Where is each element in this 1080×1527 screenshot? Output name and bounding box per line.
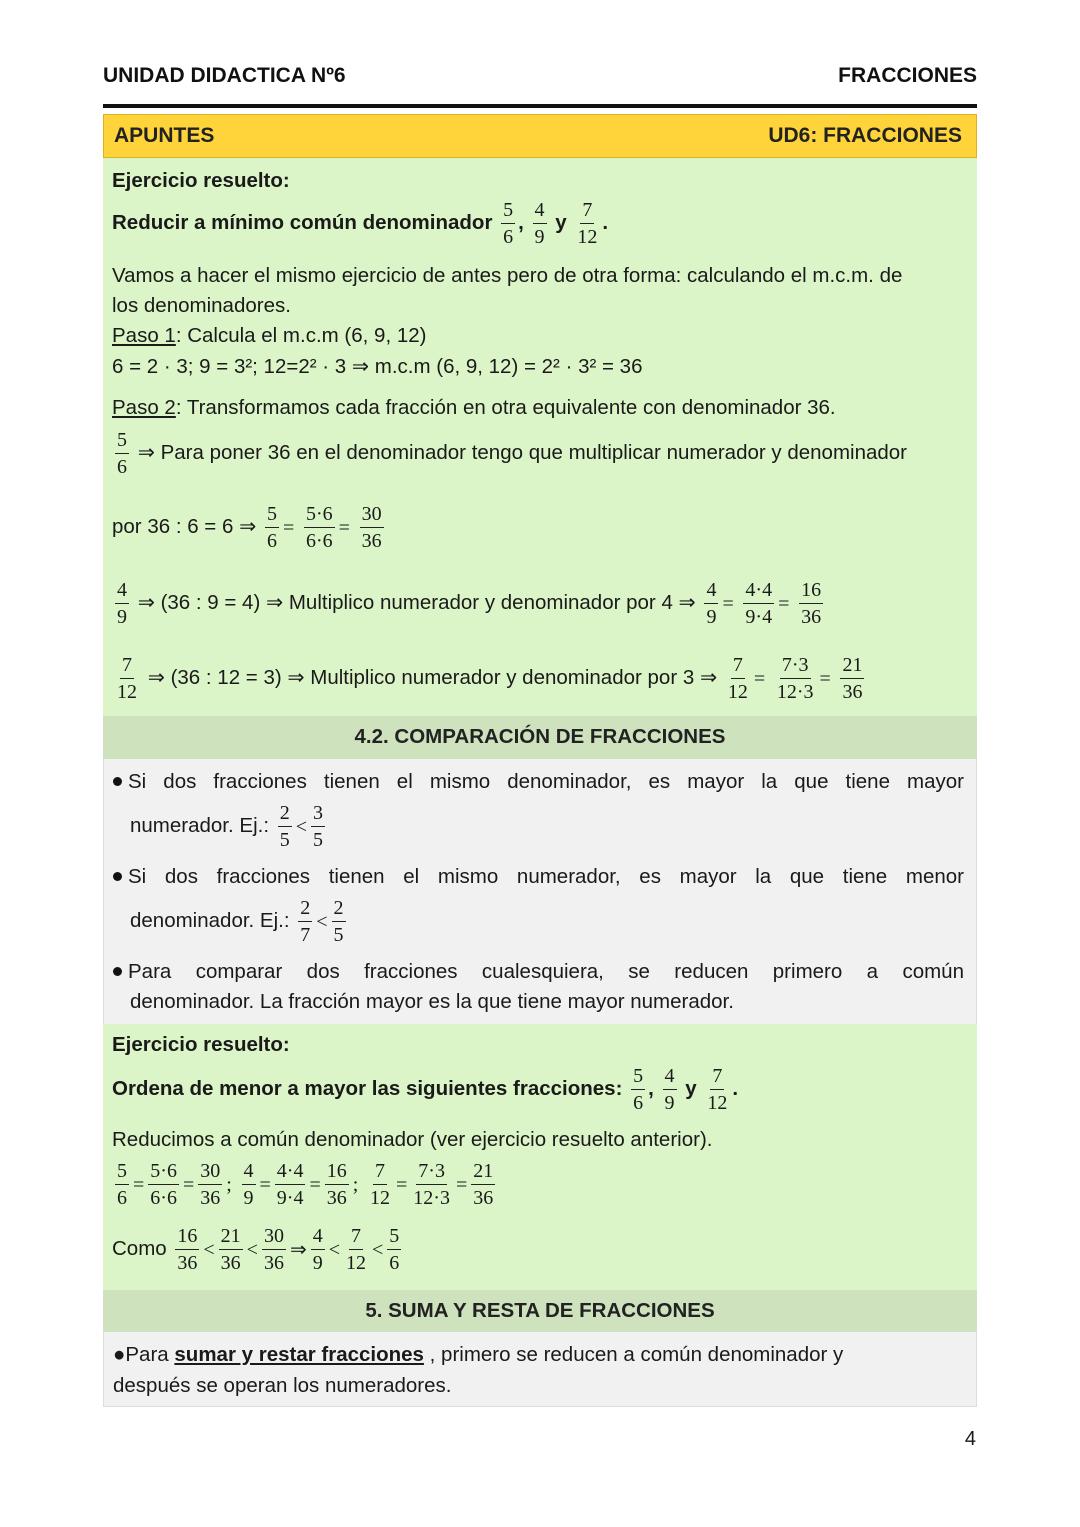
- paso-2-label: Paso 2: [112, 396, 176, 419]
- fraction: [311, 801, 325, 852]
- page-header: [103, 60, 977, 108]
- equals: =: [259, 1173, 271, 1196]
- den: 5: [279, 829, 290, 851]
- sum-pre: ●Para: [113, 1343, 175, 1366]
- period: .: [732, 1076, 739, 1100]
- den: 36: [263, 1252, 284, 1274]
- num: 4: [663, 1064, 677, 1090]
- num: 16: [325, 1159, 349, 1185]
- fraction-7-12: [575, 198, 599, 249]
- bullet-3-line-2: denominador. La fracción mayor es la que tiene mayor numerador.: [130, 990, 734, 1013]
- num: 4: [311, 1224, 325, 1250]
- num: 7: [373, 1159, 387, 1185]
- fraction: [275, 1159, 306, 1210]
- bullet-2-line-1: [113, 864, 968, 889]
- num: 21: [471, 1159, 495, 1185]
- paso-2-text: : Transformamos cada fracción en otra equivalente con denominador 36.: [175, 396, 836, 419]
- comparison-panel: [103, 759, 977, 1024]
- num: 30: [262, 1224, 286, 1250]
- den: 5: [313, 829, 323, 851]
- paso-2: [112, 396, 836, 420]
- fraction: [304, 502, 335, 553]
- fraction: [411, 1159, 452, 1210]
- fraction: [115, 653, 139, 704]
- less-than: <: [372, 1238, 384, 1261]
- num: 4: [115, 578, 129, 604]
- equals: =: [309, 1173, 321, 1196]
- den: 7: [300, 924, 311, 946]
- den: 36: [326, 1187, 347, 1209]
- conj-y: y: [555, 210, 567, 234]
- equals: =: [753, 667, 766, 690]
- fraction: [298, 896, 312, 947]
- fraction: [325, 1159, 349, 1210]
- less-than: <: [295, 815, 307, 838]
- exercise-1-title: Ejercicio resuelto:: [112, 169, 290, 192]
- reduce-line: Reducimos a común denominador (ver ejercicio resuelto anterior).: [112, 1128, 713, 1151]
- num: 16: [175, 1224, 199, 1250]
- den: 9: [534, 226, 545, 248]
- equals: =: [182, 1173, 195, 1196]
- sum-panel: [103, 1332, 977, 1407]
- section-5-header: 5. SUMA Y RESTA DE FRACCIONES: [103, 1290, 977, 1332]
- den: 12·3: [776, 681, 814, 703]
- fraction: [704, 578, 718, 629]
- den: 36: [177, 1252, 198, 1274]
- num: 5·6: [148, 1159, 179, 1185]
- den: 9: [243, 1187, 254, 1209]
- den: 36: [801, 606, 822, 628]
- fraction: [799, 578, 823, 629]
- step-line-d: [112, 653, 867, 704]
- den: 36: [842, 681, 863, 703]
- num: 21: [840, 653, 864, 679]
- exercise-2-panel: [103, 1024, 977, 1290]
- exercise-2-title: Ejercicio resuelto:: [112, 1033, 290, 1056]
- conj-y: y: [685, 1076, 697, 1100]
- unit-label: UD6: FRACCIONES: [768, 124, 962, 147]
- den: 12: [370, 1187, 390, 1209]
- fraction: [360, 502, 384, 553]
- den: 36: [361, 530, 382, 552]
- num: 5: [501, 198, 515, 224]
- comma: ,: [648, 1076, 654, 1100]
- bullet-1-text: Si dos fracciones tienen el mismo denominador, es mayor la que tiene mayor: [128, 769, 964, 793]
- less-than: <: [246, 1238, 258, 1261]
- apuntes-bar: [103, 114, 977, 158]
- fraction-4-9: [533, 198, 547, 249]
- num: 4·4: [743, 578, 774, 604]
- conclusion-line: [112, 1224, 404, 1275]
- num: 7·3: [780, 653, 811, 679]
- line-b-text: por 36 : 6 = 6 ⇒: [112, 514, 257, 538]
- fraction: [115, 1159, 129, 1210]
- exercise-1-statement: [112, 198, 608, 249]
- semicolon: ;: [352, 1173, 359, 1196]
- bullet-icon: [113, 777, 122, 786]
- fraction: [242, 1159, 256, 1210]
- sum-line-1: [113, 1343, 843, 1367]
- equals: =: [722, 592, 734, 615]
- equals: =: [455, 1173, 468, 1196]
- semicolon: ;: [226, 1173, 232, 1196]
- den: 6: [266, 530, 277, 552]
- bullet-3-text: Para comparar dos fracciones cualesquiera, se reducen primero a común: [128, 959, 964, 983]
- fraction: [311, 1224, 325, 1275]
- num: 7: [731, 653, 745, 679]
- topic-title: FRACCIONES: [838, 64, 977, 87]
- fraction: [726, 653, 750, 704]
- statement-text: Ordena de menor a mayor las siguientes fracciones:: [112, 1076, 623, 1100]
- den: 9: [117, 606, 127, 628]
- bullet-3-line-1: [113, 959, 968, 984]
- comma: ,: [518, 210, 524, 234]
- num: 5: [631, 1064, 645, 1090]
- num: 2: [298, 896, 312, 922]
- equals: =: [819, 667, 831, 690]
- num: 3: [311, 801, 325, 827]
- unit-title: UNIDAD DIDACTICA Nº6: [103, 64, 346, 87]
- paso-1-text: : Calcula el m.c.m (6, 9, 12): [175, 324, 427, 347]
- equals: =: [396, 1173, 408, 1196]
- bullet-1-example-label: numerador. Ej.:: [130, 813, 270, 837]
- num: 5: [265, 502, 279, 528]
- fraction-4-9: [663, 1064, 677, 1115]
- fraction-7-12: [705, 1064, 729, 1115]
- num: 7·3: [416, 1159, 447, 1185]
- num: 2: [278, 801, 292, 827]
- equals: =: [778, 592, 790, 615]
- fraction: [262, 1224, 286, 1275]
- num: 7: [710, 1064, 724, 1090]
- fraction: [148, 1159, 179, 1210]
- num: 30: [360, 502, 384, 528]
- fraction-5-6: [631, 1064, 645, 1115]
- line-a-text: ⇒ Para poner 36 en el denominador tengo que multiplicar numerador y denominador: [137, 440, 908, 464]
- bullet-1-line-1: [113, 769, 968, 794]
- line-d-text: ⇒ (36 : 12 = 3) ⇒ Multiplico numerador y denominador por 3 ⇒: [147, 665, 718, 689]
- como-label: Como: [112, 1236, 167, 1260]
- num: 7: [580, 198, 594, 224]
- num: 4·4: [275, 1159, 306, 1185]
- den: 9: [706, 606, 717, 628]
- fraction: [743, 578, 774, 629]
- step-line-b: [112, 502, 387, 553]
- num: 21: [219, 1224, 243, 1250]
- den: 6·6: [305, 530, 333, 552]
- num: 5: [387, 1224, 401, 1250]
- den: 9·4: [745, 606, 773, 628]
- den: 9: [664, 1092, 675, 1114]
- den: 12: [346, 1252, 366, 1274]
- num: 16: [799, 578, 823, 604]
- den: 6: [633, 1092, 644, 1114]
- equals: =: [282, 516, 295, 539]
- fraction: [198, 1159, 222, 1210]
- den: 12: [117, 681, 137, 703]
- fraction: [332, 896, 346, 947]
- fraction: [840, 653, 864, 704]
- page-number: 4: [964, 1428, 976, 1450]
- fraction: [115, 578, 129, 629]
- num: 4: [242, 1159, 256, 1185]
- den: 6: [503, 226, 514, 248]
- equivalents-line: [112, 1159, 498, 1210]
- less-than: <: [316, 910, 328, 933]
- num: 4: [704, 578, 718, 604]
- num: 2: [332, 896, 346, 922]
- num: 5·6: [304, 502, 335, 528]
- den: 12: [707, 1092, 728, 1114]
- statement-text: Reducir a mínimo común denominador: [112, 210, 493, 234]
- implies: ⇒: [289, 1238, 307, 1261]
- bullet-icon: [113, 967, 122, 976]
- line-c-text: ⇒ (36 : 9 = 4) ⇒ Multiplico numerador y denominador por 4 ⇒: [137, 590, 696, 614]
- fraction: [278, 801, 292, 852]
- den: 6: [389, 1252, 400, 1274]
- apuntes-label: APUNTES: [114, 124, 215, 147]
- bullet-2-example-label: denominador. Ej.:: [130, 908, 290, 932]
- exercise-1-panel: [103, 158, 977, 716]
- factorization-line: 6 = 2 · 3; 9 = 3²; 12=2² · 3 ⇒ m.c.m (6, 9, 12) = 2² · 3² = 36: [112, 355, 643, 378]
- bullet-1-line-2: [130, 801, 328, 852]
- paso-1: [112, 324, 426, 348]
- num: 7: [349, 1224, 363, 1250]
- num: 7: [120, 653, 134, 679]
- bullet-2-text: Si dos fracciones tienen el mismo numerador, es mayor la que tiene menor: [128, 864, 964, 888]
- intro-line-1: Vamos a hacer el mismo ejercicio de antes pero de otra forma: calculando el m.c.m. de: [112, 264, 903, 287]
- den: 36: [200, 1187, 221, 1209]
- less-than: <: [203, 1238, 215, 1261]
- den: 12: [727, 681, 748, 703]
- step-line-a: [112, 428, 907, 479]
- exercise-2-statement: [112, 1064, 738, 1115]
- less-than: <: [328, 1238, 340, 1261]
- fraction: [775, 653, 816, 704]
- sum-post: , primero se reducen a común denominador y: [423, 1343, 844, 1366]
- den: 5: [333, 924, 344, 946]
- fraction: [471, 1159, 495, 1210]
- fraction: [368, 1159, 392, 1210]
- fraction: [387, 1224, 401, 1275]
- den: 6·6: [150, 1187, 177, 1209]
- section-4-2-header: 4.2. COMPARACIÓN DE FRACCIONES: [103, 716, 977, 759]
- intro-line-2: los denominadores.: [112, 294, 291, 317]
- step-line-c: [112, 578, 826, 629]
- fraction: [265, 502, 279, 553]
- equals: =: [133, 1173, 145, 1196]
- den: 6: [117, 1187, 127, 1209]
- den: 9·4: [276, 1187, 304, 1209]
- den: 9: [312, 1252, 323, 1274]
- bullet-icon: [113, 872, 122, 881]
- den: 12·3: [413, 1187, 450, 1209]
- paso-1-label: Paso 1: [112, 324, 176, 347]
- fraction-5-6: [115, 428, 129, 479]
- fraction: [219, 1224, 243, 1275]
- bullet-2-line-2: [130, 896, 349, 947]
- equals: =: [338, 516, 350, 539]
- sum-line-2: después se operan los numeradores.: [113, 1374, 452, 1397]
- num: 30: [198, 1159, 222, 1185]
- fraction-5-6: [501, 198, 515, 249]
- num: 5: [115, 428, 129, 454]
- num: 4: [533, 198, 547, 224]
- den: 36: [220, 1252, 241, 1274]
- period: .: [602, 210, 609, 234]
- num: 5: [115, 1159, 129, 1185]
- den: 12: [577, 226, 598, 248]
- den: 36: [473, 1187, 494, 1209]
- den: 6: [117, 456, 127, 478]
- fraction: [344, 1224, 368, 1275]
- sum-bold: sumar y restar fracciones: [174, 1343, 424, 1366]
- fraction: [175, 1224, 199, 1275]
